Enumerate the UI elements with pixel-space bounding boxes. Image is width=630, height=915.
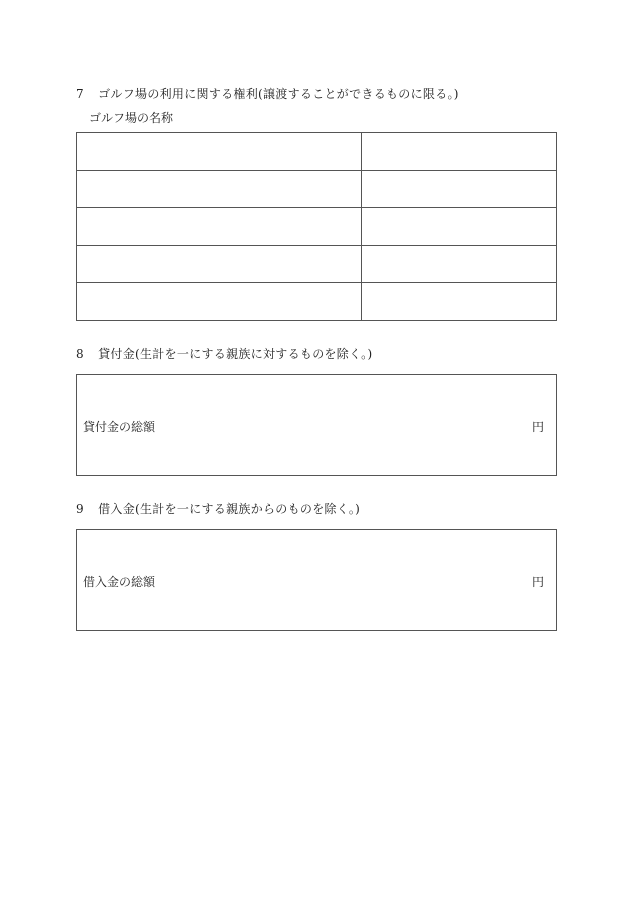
golf-course-name-cell[interactable] [77,283,362,321]
section-8-number: 8 [76,347,84,361]
golf-course-name-cell[interactable] [77,208,362,246]
borrowings-total-label: 借入金の総額 [83,575,156,589]
table-row [77,170,557,208]
table-row [77,133,557,171]
table-row [77,245,557,283]
section-7-title: ゴルフ場の利用に関する権利(譲渡することができるものに限る。) [98,87,459,101]
table-row [77,283,557,321]
yen-unit: 円 [531,575,544,589]
golf-course-name-cell[interactable] [77,245,362,283]
golf-course-value-cell[interactable] [362,133,557,171]
golf-course-value-cell[interactable] [362,283,557,321]
loan-receivable-box[interactable] [76,374,557,476]
borrowings-amount[interactable] [532,573,544,590]
golf-course-value-cell[interactable] [362,208,557,246]
section-7-heading [76,85,459,102]
yen-unit: 円 [531,420,544,434]
golf-course-name-cell[interactable] [77,170,362,208]
section-9-number: 9 [76,502,84,516]
section-8-title: 貸付金(生計を一にする親族に対するものを除く。) [98,347,373,361]
golf-course-table [76,132,557,321]
loan-receivable-total-label: 貸付金の総額 [83,420,156,434]
section-7-number: 7 [76,87,84,101]
section-9-title: 借入金(生計を一にする親族からのものを除く。) [98,502,361,516]
section-9-heading [76,500,360,517]
golf-course-name-label: ゴルフ場の名称 [89,111,174,125]
borrowings-box[interactable] [76,529,557,631]
golf-course-value-cell[interactable] [362,170,557,208]
golf-course-value-cell[interactable] [362,245,557,283]
table-row [77,208,557,246]
loan-receivable-amount[interactable] [532,418,544,435]
section-8-heading [76,345,372,362]
golf-course-name-cell[interactable] [77,133,362,171]
